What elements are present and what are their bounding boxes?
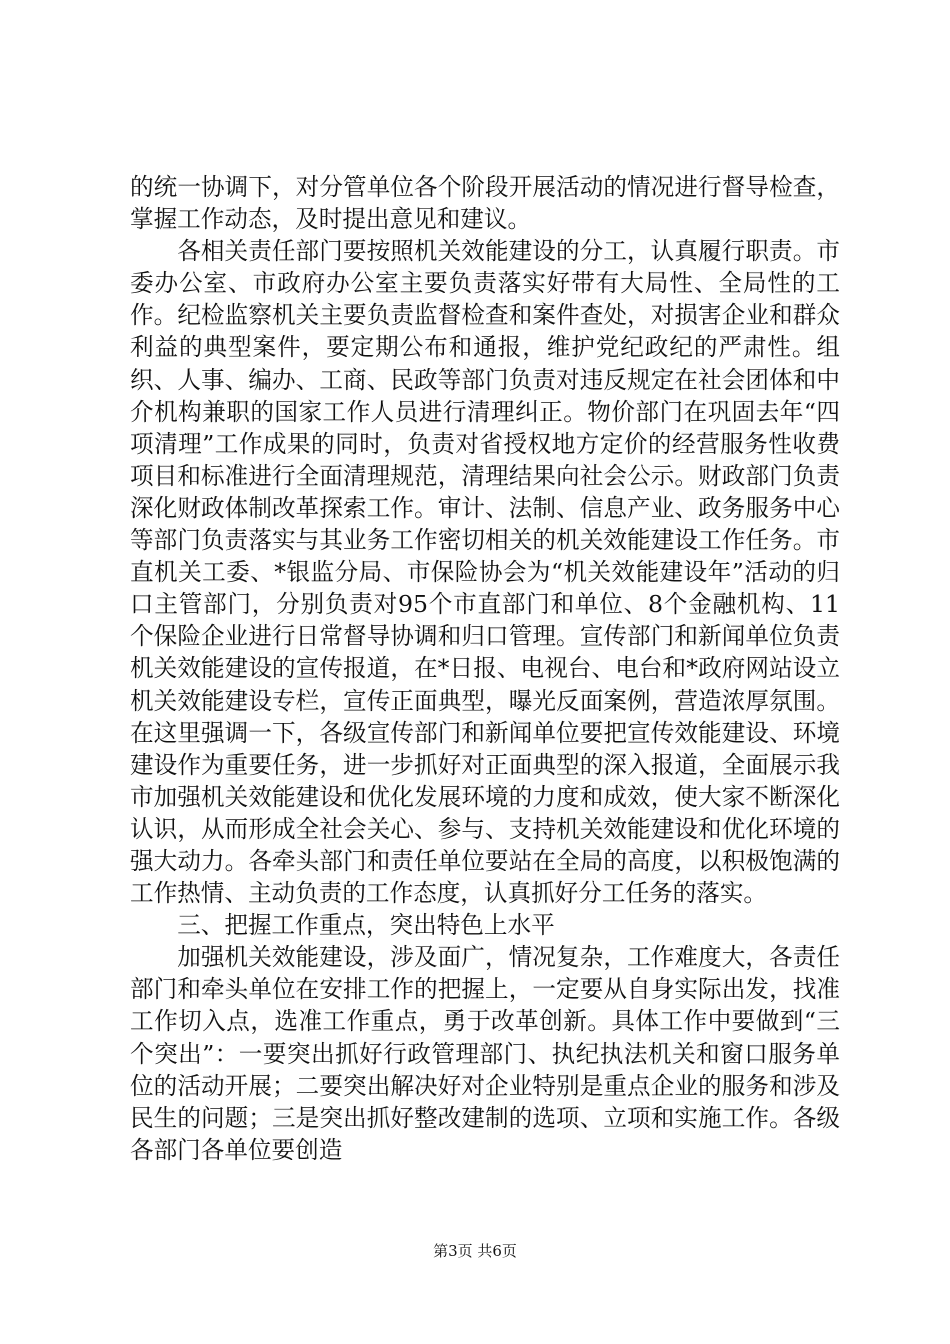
paragraph-continuation: 的统一协调下，对分管单位各个阶段开展活动的情况进行督导检查，掌握工作动态，及时提出意见和建议。	[130, 173, 840, 234]
document-body	[130, 171, 840, 1166]
paragraph-key-work: 加强机关效能建设，涉及面广，情况复杂，工作难度大，各责任部门和牵头单位在安排工作的把握上，一定要从自身实际出发，找准工作切入点，选准工作重点，勇于改革创新。具体工作中要做到“三个突出”：一要突出抓好行政管理部门、执纪执法机关和窗口服务单位的活动开展；二要突出解决好对企业特别是重点企业的服务和涉及民生的问题；三是突出抓好整改建制的选项、立项和实施工作。各级各部门各单位要创造	[130, 943, 840, 1164]
section-heading: 三、把握工作重点，突出特色上水平	[177, 911, 555, 940]
page-footer: 第3页 共6页	[433, 1242, 517, 1260]
paragraph-responsibilities: 各相关责任部门要按照机关效能建设的分工，认真履行职责。市委办公室、市政府办公室主要负责落实好带有大局性、全局性的工作。纪检监察机关主要负责监督检查和案件查处，对损害企业和群众利益的典型案件，要定期公布和通报，维护党纪政纪的严肃性。组织、人事、编办、工商、民政等部门负责对违反规定在社会团体和中介机构兼职的国家工作人员进行清理纠正。物价部门在巩固去年“四项清理”工作成果的同时，负责对省授权地方定价的经营服务性收费项目和标准进行全面清理规范，清理结果向社会公示。财政部门负责深化财政体制改革探索工作。审计、法制、信息产业、政务服务中心等部门负责落实与其业务工作密切相关的机关效能建设工作任务。市直机关工委、*银监分局、市保险协会为“机关效能建设年”活动的归口主管部门，分别负责对95个市直部门和单位、8个金融机构、11个保险企业进行日常督导协调和归口管理。宣传部门和新闻单位负责机关效能建设的宣传报道，在*日报、电视台、电台和*政府网站设立机关效能建设专栏，宣传正面典型，曝光反面案例，营造浓厚氛围。在这里强调一下，各级宣传部门和新闻单位要把宣传效能建设、环境建设作为重要任务，进一步抓好对正面典型的深入报道，全面展示我市加强机关效能建设和优化发展环境的力度和成效，使大家不断深化认识，从而形成全社会关心、参与、支持机关效能建设和优化环境的强大动力。各牵头部门和责任单位要站在全局的高度，以积极饱满的工作热情、主动负责的工作态度，认真抓好分工任务的落实。	[130, 237, 840, 908]
